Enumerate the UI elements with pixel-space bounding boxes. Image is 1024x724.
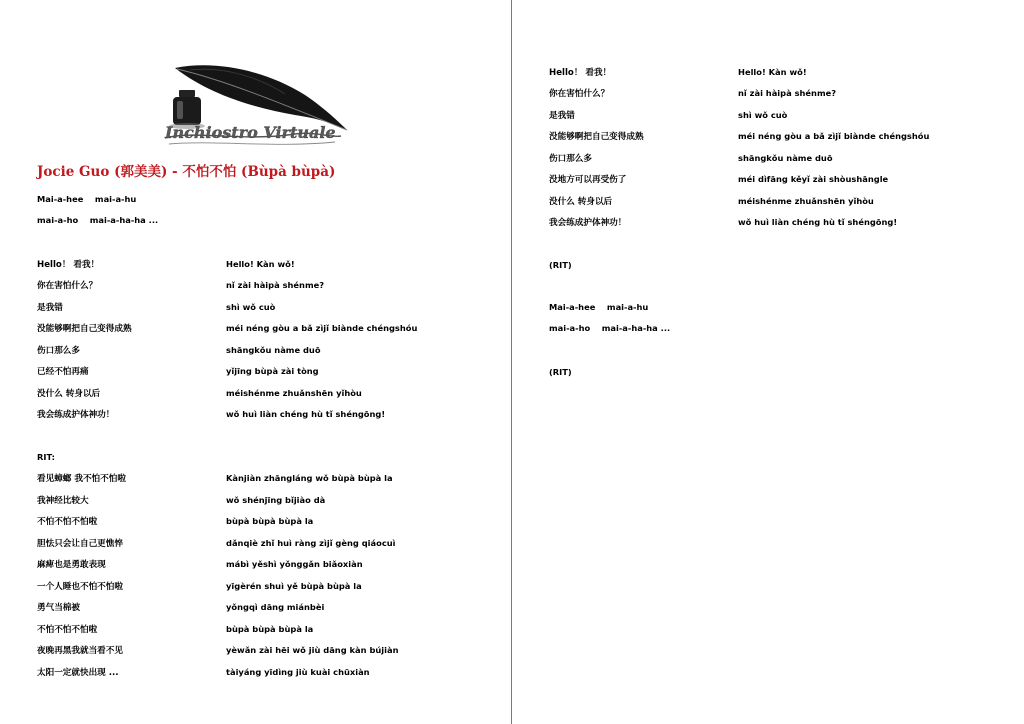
lyric-chinese: 一个人睡也不怕不怕啦 (37, 582, 123, 592)
lyric-pinyin: nǐ zài hàipà shénme? (226, 280, 325, 290)
lyric-pinyin: Kànjiàn zhāngláng wǒ bùpà bùpà la (226, 473, 393, 483)
lyric-pinyin: yǐjīng bùpà zài tòng (226, 366, 319, 376)
lyric-chinese: 太阳一定就快出现 ... (37, 668, 119, 678)
lyric-chinese: 看见蟑螂 我不怕不怕啦 (37, 474, 126, 484)
lyric-pinyin: méishénme zhuǎnshēn yǐhòu (226, 388, 362, 398)
left-page (0, 0, 511, 724)
lyric-chinese: 伤口那么多 (37, 346, 80, 356)
lyric-pinyin: Hello! Kàn wǒ! (226, 259, 295, 269)
inchiostro-virtuale-logo (155, 60, 355, 150)
outro-line: Mai-a-hee mai-a-hu (549, 302, 649, 312)
lyric-chinese: Hello！ 看我！ (37, 260, 100, 270)
lyric-chinese: 是我错 (549, 111, 575, 121)
lyric-chinese: 夜晚再黑我就当看不见 (37, 646, 123, 656)
right-page (512, 0, 1024, 724)
lyric-chinese: 没地方可以再受伤了 (549, 175, 627, 185)
lyric-chinese: 你在害怕什么？ (549, 89, 610, 99)
intro-line: Mai-a-hee mai-a-hu (37, 194, 137, 204)
lyric-pinyin: wǒ huì liàn chéng hù tǐ shéngōng! (738, 217, 898, 227)
lyric-chinese: Hello！ 看我！ (549, 68, 612, 78)
lyric-chinese: 勇气当棉被 (37, 603, 80, 613)
lyric-chinese: 我神经比较大 (37, 496, 89, 506)
lyric-chinese: 伤口那么多 (549, 154, 592, 164)
lyric-pinyin: yīgèrén shuì yě bùpà bùpà la (226, 581, 362, 591)
lyric-pinyin: yèwǎn zài hēi wǒ jiù dāng kàn bújiàn (226, 645, 399, 655)
lyric-pinyin: méishénme zhuǎnshēn yǐhòu (738, 196, 874, 206)
lyric-pinyin: tàiyáng yīdìng jiù kuài chūxiàn (226, 667, 370, 677)
lyric-chinese: 已经不怕再痛 (37, 367, 89, 377)
lyric-chinese: 不怕不怕不怕啦 (37, 625, 98, 635)
lyric-chinese: 没能够啊把自己变得成熟 (549, 132, 644, 142)
lyric-chinese: 没能够啊把自己变得成熟 (37, 324, 132, 334)
outro-line: mai-a-ho mai-a-ha-ha ... (549, 323, 671, 333)
lyric-chinese: 没什么 转身以后 (37, 389, 101, 399)
rit-label: RIT: (37, 452, 55, 462)
intro-line: mai-a-ho mai-a-ha-ha ... (37, 215, 159, 225)
quill-inkwell-icon (155, 60, 355, 150)
lyric-chinese: 胆怯只会让自己更憔悴 (37, 539, 123, 549)
lyric-pinyin: méi néng gòu a bǎ zìjǐ biànde chéngshóu (738, 131, 930, 141)
lyric-pinyin: bùpà bùpà bùpà la (226, 516, 314, 526)
lyric-pinyin: nǐ zài hàipà shénme? (738, 88, 837, 98)
rit-label: (RIT) (549, 260, 572, 270)
lyric-pinyin: mábì yěshì yǒnggǎn biǎoxiàn (226, 559, 363, 569)
lyric-chinese: 麻痺也是勇敢表现 (37, 560, 106, 570)
lyric-pinyin: méi dìfāng kěyǐ zài shòushāngle (738, 174, 889, 184)
lyric-pinyin: wǒ huì liàn chéng hù tǐ shéngōng! (226, 409, 386, 419)
lyric-chinese: 没什么 转身以后 (549, 197, 613, 207)
lyric-pinyin: Hello! Kàn wǒ! (738, 67, 807, 77)
logo-wordmark: Inchiostro Virtuale (165, 123, 336, 142)
lyric-chinese: 不怕不怕不怕啦 (37, 517, 98, 527)
lyric-pinyin: wǒ shénjīng bǐjiào dà (226, 495, 326, 505)
lyric-pinyin: yǒngqì dāng miánbèi (226, 602, 325, 612)
lyric-pinyin: shì wǒ cuò (738, 110, 788, 120)
lyric-pinyin: shāngkǒu nàme duō (738, 153, 833, 163)
lyric-pinyin: dǎnqiè zhǐ huì ràng zìjǐ gèng qiáocuì (226, 538, 396, 548)
lyric-chinese: 你在害怕什么？ (37, 281, 98, 291)
lyric-chinese: 我会练成护体神功！ (37, 410, 115, 420)
lyric-chinese: 我会练成护体神功！ (549, 218, 627, 228)
song-title: Jocie Guo (郭美美) - 不怕不怕 (Bùpà bùpà) (37, 164, 336, 180)
lyric-pinyin: shāngkǒu nàme duō (226, 345, 321, 355)
lyric-pinyin: méi néng gòu a bǎ zìjǐ biànde chéngshóu (226, 323, 418, 333)
lyric-chinese: 是我错 (37, 303, 63, 313)
lyric-pinyin: bùpà bùpà bùpà la (226, 624, 314, 634)
rit-label: (RIT) (549, 367, 572, 377)
lyric-pinyin: shì wǒ cuò (226, 302, 276, 312)
